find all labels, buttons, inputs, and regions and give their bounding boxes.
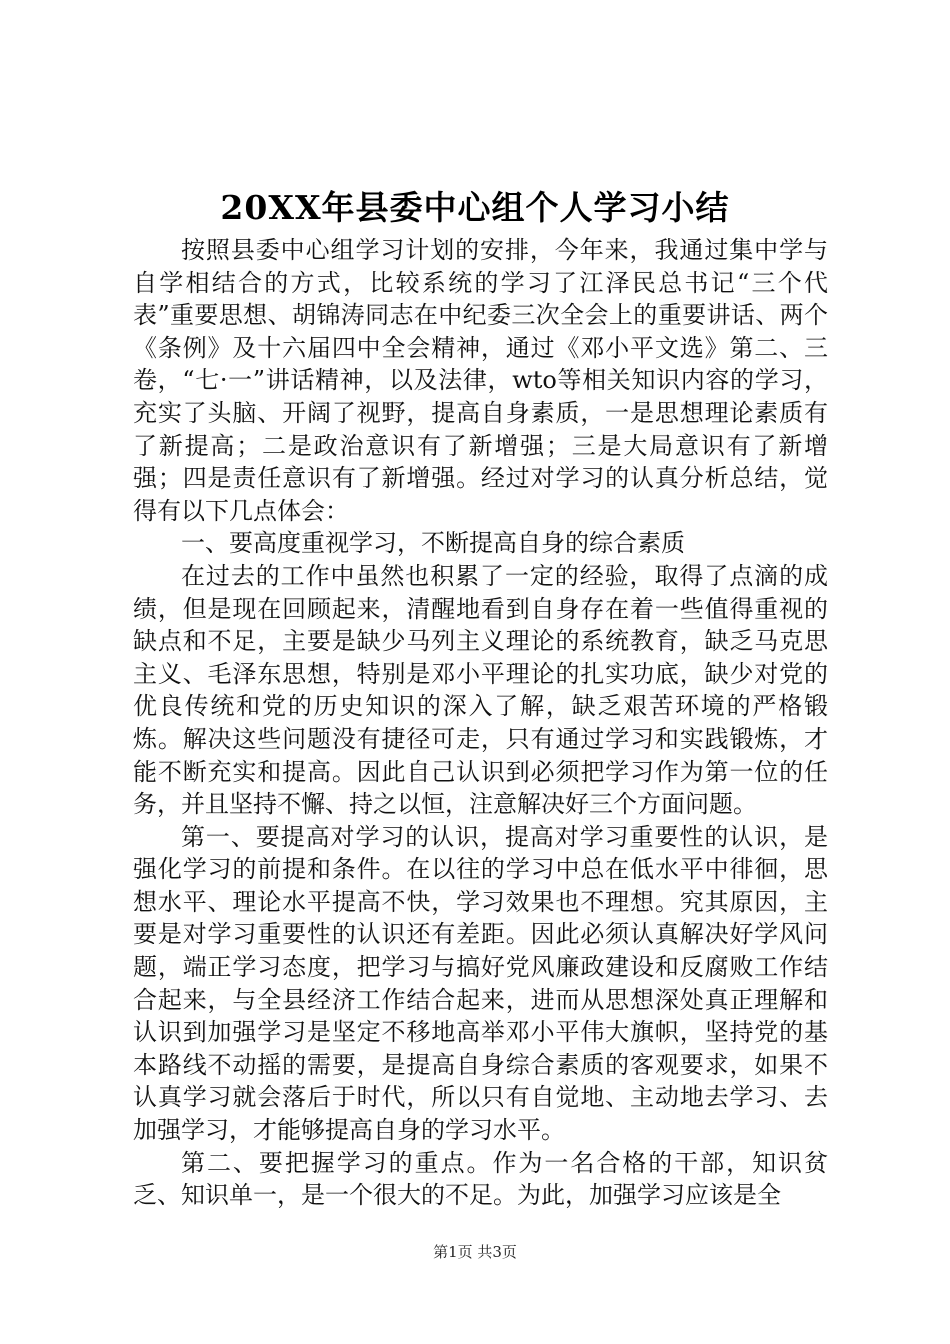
body-paragraph: 第一、要提高对学习的认识，提高对学习重要性的认识，是强化学习的前提和条件。在以往的学习中总在低水平中徘徊，思想水平、理论水平提高不快，学习效果也不理想。究其原因，主要是对学习重要性的认识还有差距。因此必须认真解决好学风问题，端正学习态度，把学习与搞好党风廉政建设和反腐败工作结合起来，与全县经济工作结合起来，进而从思想深处真正理解和认识到加强学习是坚定不移地高举邓小平伟大旗帜，坚持党的基本路线不动摇的需要，是提高自身综合素质的客观要求，如果不认真学习就会落后于时代，所以只有自觉地、主动地去学习、去加强学习，才能够提高自身的学习水平。 [133,822,828,1145]
page-number-footer: 第1页 共3页 [433,1243,517,1261]
body-paragraph: 第二、要把握学习的重点。作为一名合格的干部，知识贫乏、知识单一，是一个很大的不足。为此，加强学习应该是全 [133,1148,828,1210]
document-body [133,234,828,1212]
body-paragraph: 在过去的工作中虽然也积累了一定的经验，取得了点滴的成绩，但是现在回顾起来，清醒地看到自身存在着一些值得重视的缺点和不足，主要是缺少马列主义理论的系统教育，缺乏马克思主义、毛泽东思想，特别是邓小平理论的扎实功底，缺少对党的优良传统和党的历史知识的深入了解，缺乏艰苦环境的严格锻炼。解决这些问题没有捷径可走，只有通过学习和实践锻炼，才能不断充实和提高。因此自己认识到必须把学习作为第一位的任务，并且坚持不懈、持之以恒，注意解决好三个方面问题。 [133,561,828,819]
document-title: 20XX年县委中心组个人学习小结 [220,188,730,227]
body-paragraph: 按照县委中心组学习计划的安排，今年来，我通过集中学与自学相结合的方式，比较系统的学习了江泽民总书记“三个代表”重要思想、胡锦涛同志在中纪委三次全会上的重要讲话、两个《条例》及十六届四中全会精神，通过《邓小平文选》第二、三卷，“七·一”讲话精神，以及法律，wto等相关知识内容的学习，充实了头脑、开阔了视野，提高自身素质，一是思想理论素质有了新提高；二是政治意识有了新增强；三是大局意识有了新增强；四是责任意识有了新增强。经过对学习的认真分析总结，觉得有以下几点体会： [133,236,828,525]
section-heading: 一、要高度重视学习，不断提高自身的综合素质 [181,529,685,558]
